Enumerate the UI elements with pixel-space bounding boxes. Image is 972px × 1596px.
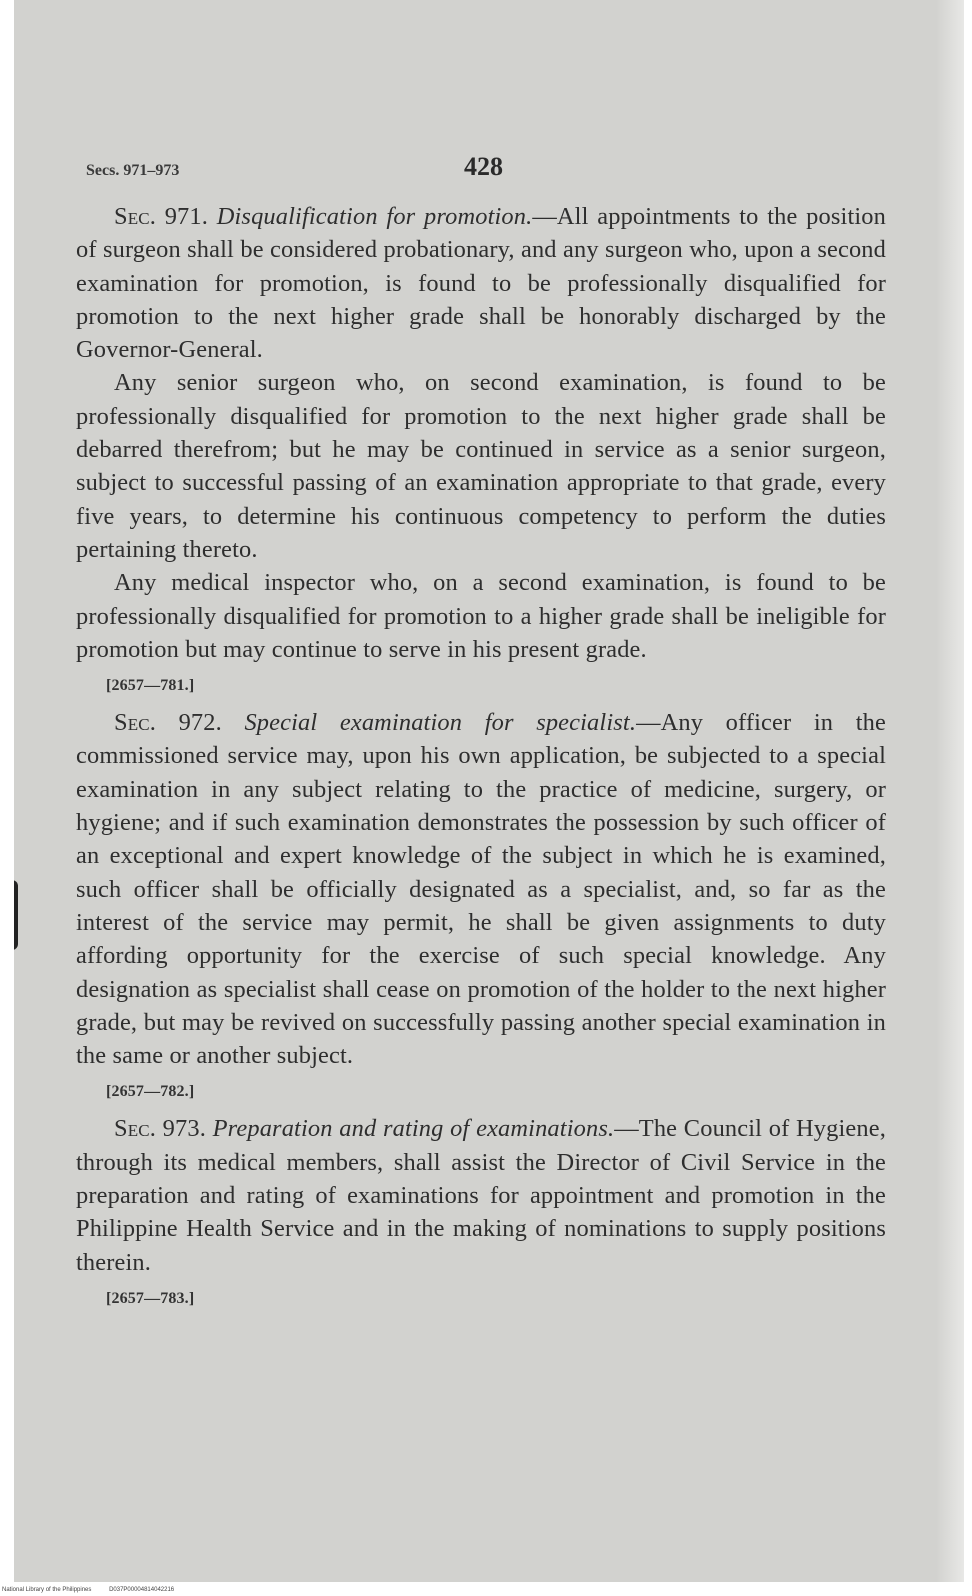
page-number: 428 [464, 152, 503, 181]
section-text: Any officer in the commissioned service may, upon his own application, be subjected to a special examination in any subject relating to the practice of medicine, surgery, or hygiene; and if such examination demonstrates the possession by such officer of an exceptional and expert knowledge of the subject in which he is examined, such officer shall be officially designated as a specialist, and, so far as the interest of the service may permit, he shall be given assignments to duty affording opportunity for the exercise of such special knowledge. Any designation as specialist shall cease on promotion of the holder to the next higher grade, but may be revived on successfully passing another special examination in the same or another subject. [76, 709, 886, 1070]
section-text: All appointments to the position of surgeon shall be considered probationary, and any surgeon who, upon a second examination for promotion, is found to be professionally disqualified for promotion to the next higher grade shall be honorably discharged by the Governor-General. [76, 203, 886, 364]
citation: [2657—783.] [106, 1289, 195, 1307]
page-edge-shadow [936, 0, 964, 1582]
citation: [2657—781.] [106, 677, 195, 695]
section-label: Sec. 972. [114, 709, 222, 737]
section-972-para-1: Sec. 972. Special examination for specialist.—Any officer in the commissioned service may, upon his own application, be subjected to a special examination in any subject relating to the practice of medicine, surgery, or hygiene; and if such examination demonstrates the possession by such officer of an exceptional and expert knowledge of the subject in which he is examined, such officer shall be officially designated as a specialist, and, so far as the interest of the service may permit, he shall be given assignments to duty affording opportunity for the exercise of such special knowledge. Any designation as specialist shall cease on promotion of the holder to the next higher grade, but may be revived on successfully passing another special examination in the same or another subject. [76, 709, 886, 1070]
footer-id: D037P00004814042216 [109, 1587, 175, 1593]
binding-mark [14, 880, 18, 950]
citation: [2657—782.] [106, 1083, 195, 1101]
section-range: Secs. 971–973 [86, 162, 180, 179]
section-973-para-1: Sec. 973. Preparation and rating of examinations.—The Council of Hygiene, through its medical members, shall assist the Director of Civil Service in the preparation and rating of examinations for appointment and promotion in the Philippine Health Service and in the making of nominations to supply positions therein. [76, 1115, 886, 1276]
section-heading: Disqualification for promotion. [216, 203, 533, 230]
section-text: The Council of Hygiene, through its medical members, shall assist the Director of Civil Service in the preparation and rating of examinations for appointment and promotion in the Philippine Health Service and in the making of nominations to supply positions therein. [76, 1115, 886, 1276]
section-971-para-3: Any medical inspector who, on a second examination, is found to be professionally disqualified for promotion to a higher grade shall be ineligible for promotion but may continue to serve in his present grade. [76, 569, 886, 663]
section-heading: Special examination for specialist. [244, 709, 637, 737]
footer-source: National Library of the Philippines [2, 1587, 92, 1593]
scan-footer [0, 1584, 972, 1596]
section-971-para-2: Any senior surgeon who, on second examination, is found to be professionally disqualified for promotion to the next higher grade shall be debarred therefrom; but he may be continued in service as a senior surgeon, subject to successful passing of an examination appropriate to that grade, every five years, to determine his continuous competency to perform the duties pertaining thereto. [76, 369, 886, 563]
section-label: Sec. 971. [114, 203, 208, 230]
page-body [76, 200, 886, 1319]
section-heading: Preparation and rating of examinations. [212, 1115, 615, 1143]
scanned-page [14, 0, 964, 1582]
section-label: Sec. 973. [114, 1115, 206, 1143]
running-head [86, 152, 906, 186]
section-971-para-1: Sec. 971. Disqualification for promotion.—All appointments to the position of surgeon shall be considered probationary, and any surgeon who, upon a second examination for promotion, is found to be professionally disqualified for promotion to the next higher grade shall be honorably discharged by the Governor-General. [76, 203, 886, 364]
